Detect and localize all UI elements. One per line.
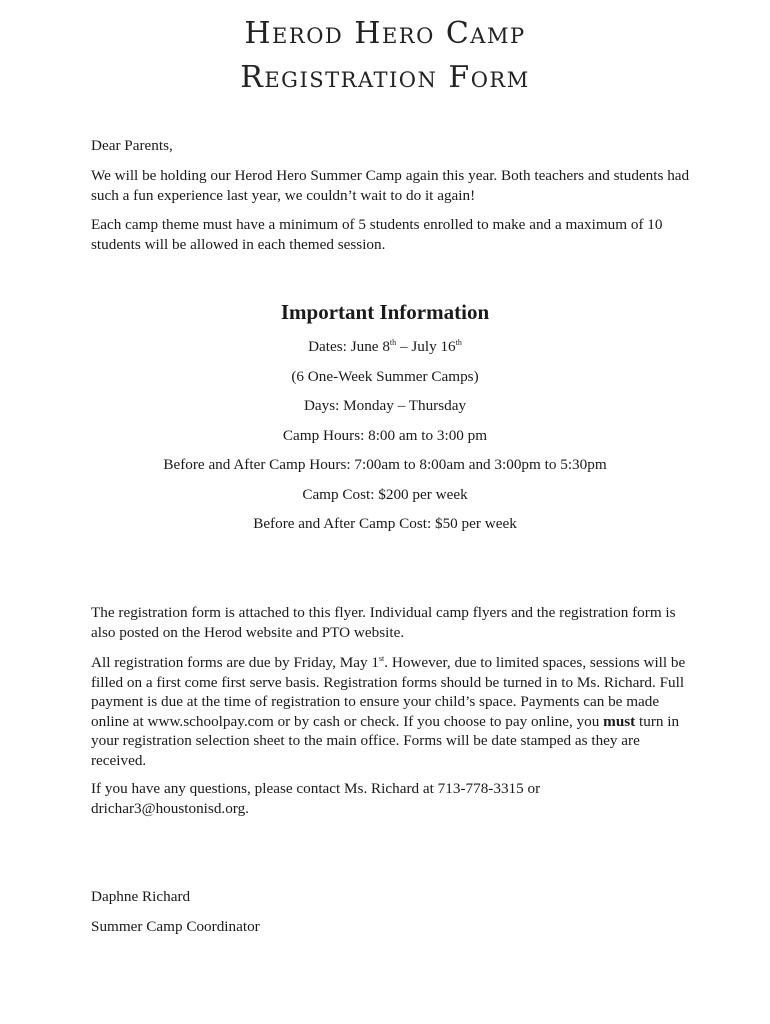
title-line-1: Herod Hero Camp <box>244 16 526 51</box>
due-date-part-1: All registration forms are due by Friday, May 1 <box>91 654 379 671</box>
due-date-part-3: turn in your registration selection sheet to the main office. Forms will be date stamped as they are received. <box>91 712 680 769</box>
info-camp-hours: Camp Hours: 8:00 am to 3:00 pm <box>282 426 488 444</box>
due-date-paragraph <box>91 653 691 770</box>
info-before-after-cost: Before and After Camp Cost: $50 per week <box>253 515 517 532</box>
due-date-part-2: . However, due to limited spaces, sessions will be filled on a first come first serve basis. Registration forms should be turned in to Ms. Richard. Full payment is due at the time of registration to ensure your child’s space. Payments can be made online at www.schoolpay.com or by cash or check. If you choose to pay online, you <box>91 654 686 730</box>
signature-title: Summer Camp Coordinator <box>91 918 260 935</box>
greeting: Dear Parents, <box>91 137 173 154</box>
enrollment-paragraph: Each camp theme must have a minimum of 5 students enrolled to make and a maximum of 10 students will be allowed in each themed session. <box>91 216 663 253</box>
important-info-heading: Important Information <box>280 300 490 324</box>
dates-sup-1: th <box>389 337 397 347</box>
info-before-after-hours: Before and After Camp Hours: 7:00am to 8:00am and 3:00pm to 5:30pm <box>163 456 607 473</box>
info-camp-cost: Camp Cost: $200 per week <box>302 485 468 503</box>
title-line-2: Registration Form <box>240 60 530 95</box>
signature-name: Daphne Richard <box>91 888 191 905</box>
due-date-sup: st <box>378 653 385 663</box>
must-emphasis: must <box>603 712 636 730</box>
dates-prefix: Dates: June 8 <box>308 338 390 355</box>
info-days: Days: Monday – Thursday <box>303 397 467 414</box>
intro-paragraph: We will be holding our Herod Hero Summer Camp again this year. Both teachers and students had such a fun experience last year, we couldn’t wait to do it again! <box>91 167 690 204</box>
contact-paragraph: If you have any questions, please contact Ms. Richard at 713-778-3315 or drichar3@houstonisd.org. <box>91 780 541 817</box>
info-camps: (6 One-Week Summer Camps) <box>291 367 479 385</box>
dates-middle: – July 16 <box>396 338 456 355</box>
dates-sup-2: th <box>455 337 462 347</box>
info-dates <box>0 337 770 367</box>
important-info-list <box>0 337 770 544</box>
registration-paragraph: The registration form is attached to this flyer. Individual camp flyers and the registration form is also posted on the Herod website and PTO website. <box>91 604 676 641</box>
